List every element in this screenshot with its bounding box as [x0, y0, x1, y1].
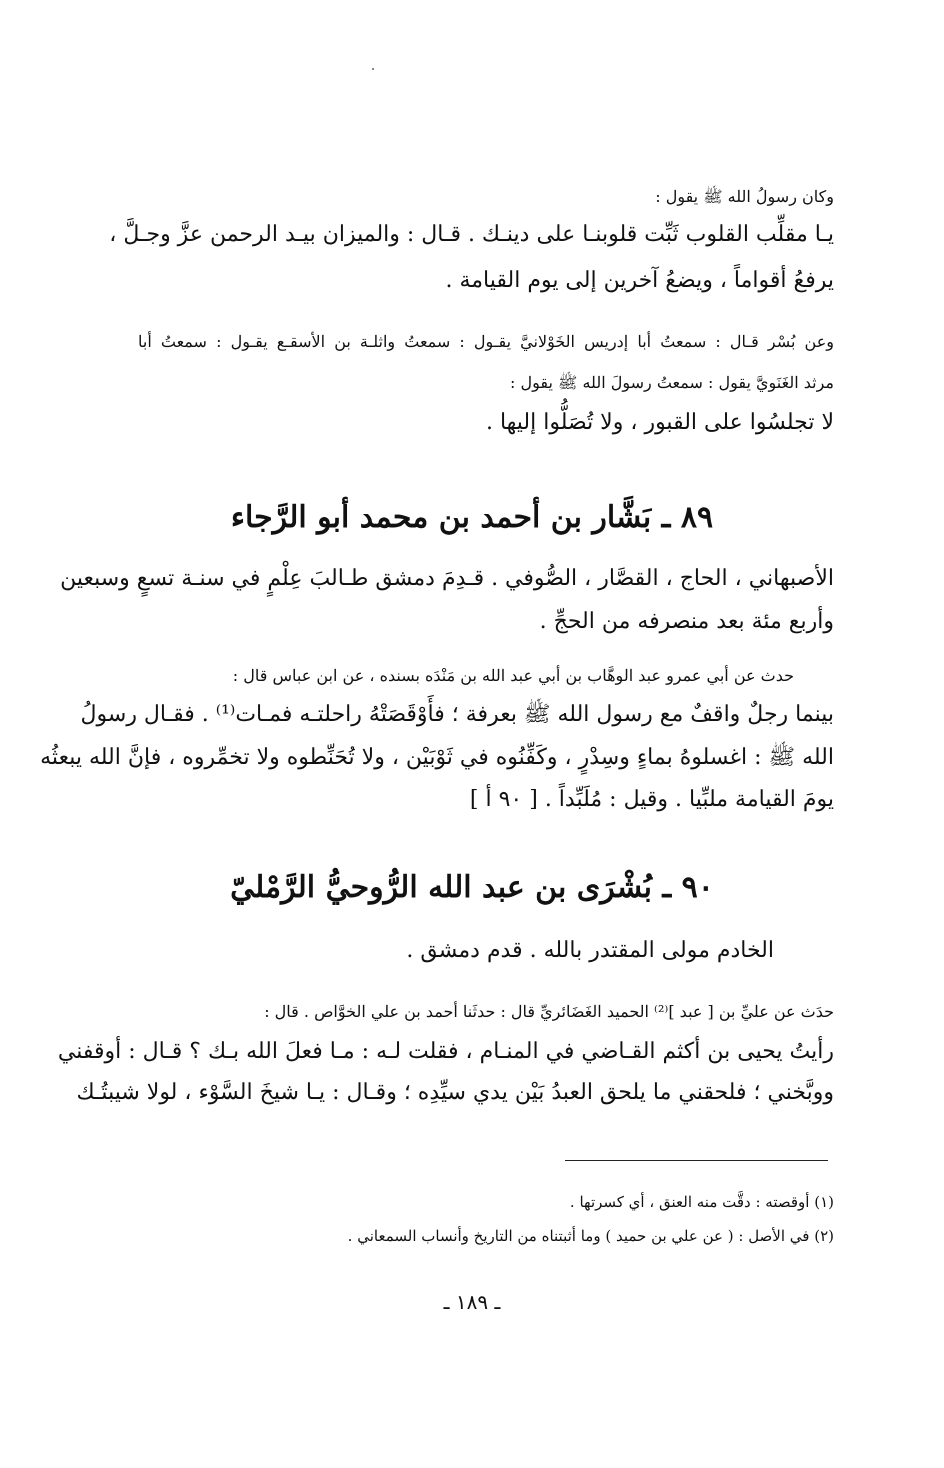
isnad-line: حدَث عن عليِّ بن [ عبد ]⁽²⁾ الحميد الغَضَائريِّ قال : حدثَنا أحمد بن علي الخوَّاص . قال : [264, 1002, 834, 1021]
hadith-text-line: بينما رجلٌ واقفٌ مع رسول الله ﷺ بعرفة ؛ فأَوْقَصَتْهُ راحلتـه فمـات⁽¹⁾ . فقـال رسولُ [80, 702, 834, 727]
biography-line: الأصبهاني ، الحاج ، القصَّار ، الصُّوفي . قـدِمَ دمشق طـالبَ عِلْمٍ في سنـة تسعٍ وسبعين [60, 566, 834, 591]
hadith-text-line: يرفعُ أقواماً ، ويضعُ آخرين إلى يوم القيامة . [445, 268, 834, 293]
biography-line: الخادم مولى المقتدر بالله . قدم دمشق . [406, 938, 774, 963]
narration-line: وكان رسولُ الله ﷺ يقول : [655, 187, 834, 206]
footnote-1: (١) أوقصته : دقَّت منه العنق ، أي كسرتها . [569, 1193, 834, 1211]
narration-text-line: ووبَّخني ؛ فلحقني ما يلحق العبدُ بَيْن يدي سيِّدِه ؛ وقـال : يـا شيخَ السَّوْء ، لولا شيبتُـك [76, 1080, 834, 1105]
footnote-divider [565, 1160, 828, 1161]
hadith-text-line: الله ﷺ : اغسلوهُ بماءٍ وسِدْرٍ ، وكَفِّنُوه في ثَوْبَيْن ، ولا تُحَنِّطوه ولا تخمِّروه ، فإنَّ الله يبعثُه [40, 745, 834, 770]
entry-heading-89: ٨٩ ـ بَشَّار بن أحمد بن محمد أبو الرَّجاء [230, 500, 714, 535]
isnad-line: حدث عن أبي عمرو عبد الوهَّاب بن أبي عبد الله بن مَنْدَه بسنده ، عن ابن عباس قال : [232, 666, 794, 685]
isnad-line: وعن بُسْر قـال : سمعتُ أبا إدريس الخَوْلانيَّ يقـول : سمعتُ واثلـة بن الأسقـع يقـول : سمعتُ أبا [138, 332, 834, 351]
hadith-text-line: لا تجلسُوا على القبور ، ولا تُصَلُّوا إليها . [485, 410, 834, 435]
narration-text-line: رأيتُ يحيى بن أكثم القـاضي في المنـام ، فقلت لـه : مـا فعلَ الله بـك ؟ قـال : أوقفني [57, 1039, 834, 1064]
isnad-line: مرثد الغَنَويَّ يقول : سمعتُ رسولَ الله ﷺ يقول : [510, 373, 834, 392]
footnote-2: (٢) في الأصل : ( عن علي بن حميد ) وما أثبتناه من التاريخ وأنساب السمعاني . [347, 1227, 834, 1245]
page-number: ـ ١٨٩ ـ [443, 1290, 501, 1314]
biography-line: وأربع مئة بعد منصرفه من الحجِّ . [539, 609, 834, 634]
scan-speck [372, 68, 374, 70]
hadith-text-line: يـا مقلِّب القلوب ثَبِّت قلوبنـا على دينـك . قـال : والميزان بيـد الرحمن عزَّ وجـلَّ ، [109, 222, 834, 247]
hadith-text-line: يومَ القيامة ملبِّيا . وقيل : مُلَبِّداً . [ ٩٠ أ ] [469, 787, 834, 812]
entry-heading-90: ٩٠ ـ بُشْرَى بن عبد الله الرُّوحيُّ الرَّمْليّ [230, 870, 714, 905]
